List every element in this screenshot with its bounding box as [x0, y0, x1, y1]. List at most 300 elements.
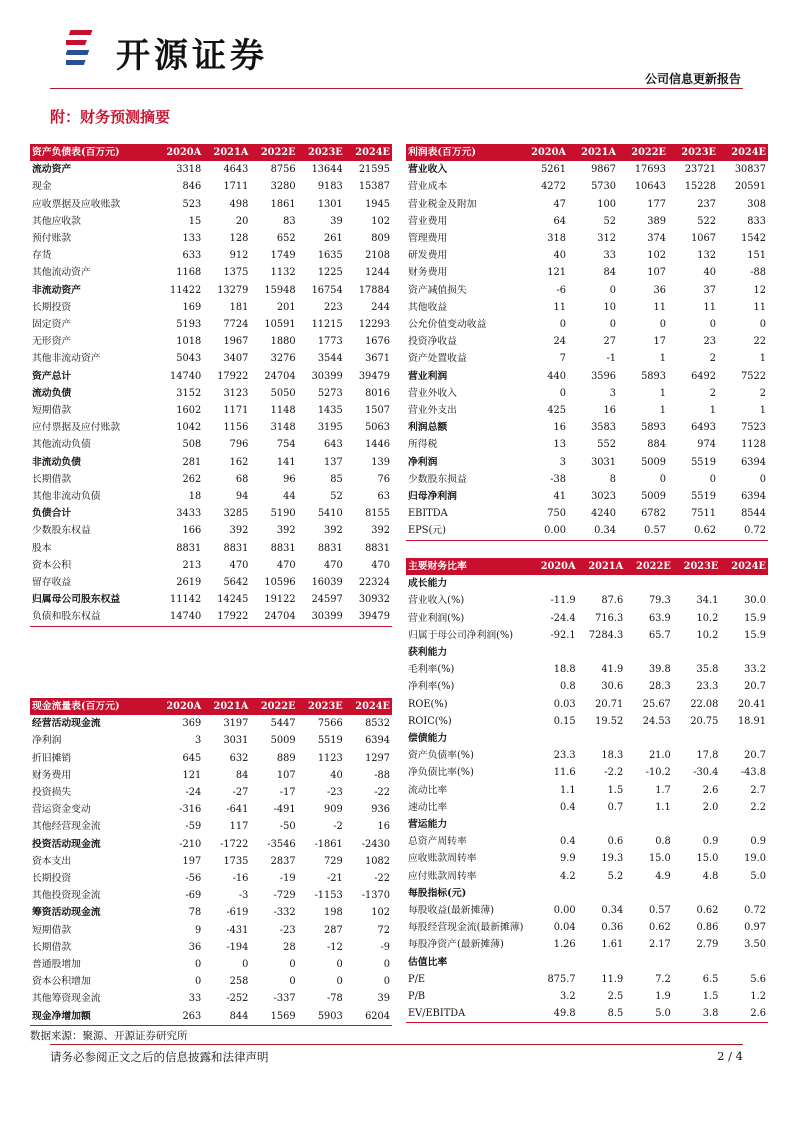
cell-value: 1711: [223, 181, 249, 193]
cell-value: 11.6: [553, 767, 576, 779]
table-row: [406, 885, 768, 902]
cell-value: 0: [242, 959, 249, 971]
table-row: [406, 592, 768, 609]
cell-value: 1435: [317, 405, 343, 417]
row-label: 速动比率: [408, 801, 448, 813]
table-row: [30, 574, 392, 591]
cell-value: 79.3: [648, 595, 671, 607]
cell-value: [530, 730, 578, 747]
row-label: 其他应收款: [32, 215, 81, 227]
table-row: [406, 678, 768, 695]
cell-value: 389: [647, 215, 666, 227]
cell-value: -641: [226, 804, 249, 816]
cell-value: 5730: [591, 181, 616, 193]
cell-value: -1370: [361, 890, 390, 902]
cell-value: 76: [377, 473, 390, 485]
cell-value: 3.2: [560, 991, 576, 1003]
cell-value: -69: [185, 890, 202, 902]
cell-value: -729: [273, 890, 296, 902]
cell-value: 13279: [217, 284, 249, 296]
cell-value: 0: [759, 319, 766, 331]
cell-value: 0: [709, 473, 716, 485]
cell-value: 40: [703, 267, 716, 279]
cell-value: 1.5: [702, 991, 719, 1003]
row-label: 公允价值变动收益: [408, 319, 487, 331]
cell-value: 4.2: [560, 870, 576, 882]
cell-value: 33: [188, 993, 202, 1005]
row-label: 每股收益(最新摊薄): [408, 905, 495, 917]
cell-value: 13644: [311, 164, 343, 176]
table-row: [30, 750, 392, 767]
row-label: 流动比率: [408, 784, 448, 796]
cell-value: 137: [324, 456, 343, 468]
cell-value: 1: [659, 405, 666, 417]
cell-value: 237: [697, 198, 716, 210]
table-row: [30, 316, 392, 333]
table-row: [30, 557, 392, 574]
cell-value: 39479: [358, 370, 390, 382]
cell-value: 2837: [270, 855, 296, 867]
table-row: [406, 816, 768, 833]
cell-value: -23: [326, 787, 343, 799]
cell-value: 1171: [223, 405, 249, 417]
table-row: [406, 696, 768, 713]
table-row: [406, 196, 768, 213]
cell-value: 20: [235, 215, 249, 227]
cell-value: 3.50: [744, 939, 766, 951]
cell-value: 369: [182, 718, 202, 730]
financial-ratios-table: [406, 558, 768, 1023]
cell-value: 6394: [365, 735, 390, 747]
cell-value: 2.6: [702, 784, 719, 796]
cell-value: 5063: [365, 422, 390, 434]
cell-value: [625, 730, 673, 747]
cell-value: [720, 575, 768, 592]
column-header: 2020A: [530, 558, 578, 575]
cell-value: 1.26: [553, 939, 576, 951]
column-header: 2024E: [720, 558, 768, 575]
cell-value: -332: [273, 907, 296, 919]
column-header: 2022E: [618, 144, 668, 161]
cell-value: 11: [553, 301, 566, 313]
cell-value: 169: [182, 301, 202, 313]
table-row: [30, 767, 392, 784]
cell-value: 0: [609, 319, 616, 331]
cell-value: 833: [747, 215, 766, 227]
cell-value: 133: [182, 233, 202, 245]
row-label: 长期投资: [32, 301, 72, 313]
table-row: [30, 591, 392, 608]
cell-value: 28.3: [648, 681, 671, 693]
cell-value: -19: [279, 873, 296, 885]
table-row: [30, 540, 392, 557]
table-row: [406, 385, 768, 402]
cell-value: -10.2: [645, 767, 671, 779]
data-source-note: 数据来源：聚源、开源证券研究所: [30, 1030, 188, 1042]
cell-value: 3544: [317, 353, 343, 365]
column-header: 2023E: [298, 698, 345, 715]
cell-value: 151: [747, 250, 766, 262]
cell-value: 21.0: [648, 750, 671, 762]
cell-value: 2.0: [702, 801, 719, 813]
cell-value: 30.6: [601, 681, 624, 693]
table-row: [406, 954, 768, 971]
cell-value: [720, 816, 768, 833]
cell-value: 3: [194, 735, 202, 747]
cell-value: 8.5: [578, 1005, 626, 1023]
cell-value: 27: [603, 336, 616, 348]
cell-value: 22.08: [690, 698, 719, 710]
cell-value: 1.5: [607, 784, 624, 796]
cell-value: 1.9: [655, 991, 671, 1003]
cell-value: 22: [753, 336, 766, 348]
cell-value: 508: [182, 439, 202, 451]
cell-value: 523: [182, 198, 202, 210]
cell-value: 552: [597, 439, 616, 451]
cell-value: 0.57: [648, 905, 671, 917]
cell-value: 0: [383, 976, 390, 988]
cell-value: -9: [380, 941, 390, 953]
row-label: 长期投资: [32, 873, 72, 885]
cell-value: 13: [553, 439, 566, 451]
cell-value: 0.86: [696, 922, 719, 934]
table-row: [406, 971, 768, 988]
table-row: [406, 850, 768, 867]
column-header: 2020A: [156, 144, 203, 161]
row-label: EBITDA: [408, 508, 448, 520]
table-row: [30, 368, 392, 385]
cell-value: 84: [603, 267, 616, 279]
row-label: 存货: [32, 250, 52, 262]
cell-value: 1967: [223, 336, 249, 348]
table-row: [30, 818, 392, 835]
cell-value: 0: [659, 473, 666, 485]
cell-value: 796: [229, 439, 249, 451]
cell-value: 28: [283, 941, 296, 953]
cell-value: 1773: [317, 336, 343, 348]
cell-value: 3023: [591, 491, 616, 503]
cell-value: 8532: [365, 718, 390, 730]
cell-value: 102: [371, 907, 390, 919]
cell-value: 8831: [176, 542, 202, 554]
cell-value: [673, 730, 721, 747]
cell-value: 8831: [317, 542, 343, 554]
cell-value: -3546: [267, 838, 296, 850]
cell-value: 16: [377, 821, 390, 833]
cell-value: [578, 816, 626, 833]
row-label: 营业外支出: [408, 405, 457, 417]
cell-value: 5.0: [750, 870, 766, 882]
cell-value: 0.62: [696, 905, 719, 917]
row-label: 预付账款: [32, 233, 72, 245]
cell-value: 470: [371, 559, 390, 571]
cell-value: -337: [273, 993, 296, 1005]
cell-value: 1.1: [560, 784, 576, 796]
cell-value: 1042: [176, 422, 202, 434]
row-label: EPS(元): [406, 522, 518, 540]
cell-value: 0.57: [618, 522, 668, 540]
cell-value: 24.53: [642, 715, 671, 727]
cell-value: 0.97: [744, 922, 766, 934]
cell-value: 19.52: [595, 715, 624, 727]
row-label: 净利率(%): [408, 681, 455, 693]
cell-value: 2: [709, 387, 716, 399]
cell-value: 11: [703, 301, 716, 313]
column-header: 2021A: [203, 698, 250, 715]
cell-value: 0: [194, 959, 202, 971]
cell-value: 24704: [264, 370, 296, 382]
cell-value: [673, 954, 721, 971]
cell-value: 15.9: [744, 612, 766, 624]
cell-value: -92.1: [550, 629, 576, 641]
cell-value: 0: [289, 976, 296, 988]
row-label: 固定资产: [32, 319, 72, 331]
cell-value: -11.9: [550, 595, 576, 607]
column-header: 2022E: [250, 698, 297, 715]
cell-value: 0.34: [601, 905, 624, 917]
table-row: [406, 522, 768, 540]
table-row: [30, 732, 392, 749]
row-label: 其他收益: [408, 301, 448, 313]
cell-value: -23: [279, 924, 296, 936]
cell-value: 3: [609, 387, 616, 399]
cell-value: 20591: [734, 181, 766, 193]
cell-value: 3.8: [673, 1005, 721, 1023]
cell-value: 0.34: [568, 522, 618, 540]
cell-value: 11422: [170, 284, 202, 296]
cell-value: 8016: [365, 387, 390, 399]
cell-value: 141: [276, 456, 296, 468]
cell-value: 36: [653, 284, 666, 296]
column-header: 2024E: [345, 698, 392, 715]
cell-value: 2: [759, 387, 766, 399]
table-row: [406, 833, 768, 850]
cell-value: 3285: [223, 508, 249, 520]
cell-value: 83: [283, 215, 296, 227]
cell-value: 17693: [634, 164, 666, 176]
cell-value: 64: [553, 215, 566, 227]
cell-value: 72: [377, 924, 390, 936]
cell-value: -619: [226, 907, 249, 919]
cell-value: 3280: [270, 181, 296, 193]
cell-value: 0.15: [553, 715, 576, 727]
cell-value: 3318: [176, 164, 202, 176]
cell-value: [530, 954, 578, 971]
cell-value: 470: [324, 559, 343, 571]
row-label: P/E: [408, 973, 426, 985]
cell-value: 1446: [365, 439, 390, 451]
row-label: 营运能力: [408, 819, 448, 831]
cell-value: 308: [747, 198, 766, 210]
cell-value: 40: [553, 250, 566, 262]
cell-value: 6.5: [702, 973, 719, 985]
row-label: 投资净收益: [408, 336, 457, 348]
column-header: 2021A: [203, 144, 250, 161]
cell-value: 8831: [365, 542, 390, 554]
cell-value: 809: [371, 233, 390, 245]
cell-value: [530, 644, 578, 661]
cell-value: 17922: [203, 608, 250, 626]
table-row: [406, 1005, 768, 1023]
cell-value: 121: [547, 267, 566, 279]
table-row: [406, 333, 768, 350]
table-row: [30, 230, 392, 247]
cell-value: -2: [333, 821, 343, 833]
row-label: P/B: [408, 991, 426, 1003]
table-row: [30, 990, 392, 1007]
cell-value: -21: [326, 873, 343, 885]
cell-value: 39479: [345, 608, 392, 626]
cell-value: 889: [276, 752, 296, 764]
cell-value: -17: [279, 787, 296, 799]
table-header-row: [406, 144, 768, 161]
table-row: [30, 402, 392, 419]
cell-value: 24597: [311, 594, 343, 606]
column-header: 2020A: [518, 144, 568, 161]
row-label: ROIC(%): [408, 715, 452, 727]
table-row: [30, 784, 392, 801]
table-row: [30, 264, 392, 281]
cell-value: 107: [647, 267, 666, 279]
table-header-row: [30, 698, 392, 715]
cell-value: 392: [371, 525, 390, 537]
cell-value: 1225: [317, 267, 343, 279]
column-header: 2022E: [625, 558, 673, 575]
row-label: 偿债能力: [408, 733, 448, 745]
row-label: 短期借款: [32, 924, 72, 936]
cell-value: 1: [759, 353, 766, 365]
cell-value: 1.1: [655, 801, 671, 813]
cell-value: 1880: [270, 336, 296, 348]
table-row: [406, 902, 768, 919]
cell-value: 1067: [691, 233, 716, 245]
cell-value: 44: [283, 491, 296, 503]
cell-value: 1542: [741, 233, 766, 245]
kaiyuan-logo-icon: [66, 26, 110, 70]
cell-value: 1861: [270, 198, 296, 210]
table-row: [30, 454, 392, 471]
cell-value: 10591: [264, 319, 296, 331]
cell-value: [720, 954, 768, 971]
row-label: 应收票据及应收账款: [32, 198, 121, 210]
row-label: 长期借款: [32, 941, 72, 953]
cell-value: 1156: [223, 422, 249, 434]
cell-value: 0: [194, 976, 202, 988]
cell-value: 8831: [223, 542, 249, 554]
cell-value: 3433: [176, 508, 202, 520]
cell-value: 0.8: [655, 836, 671, 848]
cell-value: 2.2: [750, 801, 766, 813]
cell-value: 17.8: [696, 750, 719, 762]
cell-value: 18: [188, 491, 202, 503]
cell-value: -43.8: [740, 767, 766, 779]
row-label: 估值比率: [408, 956, 448, 968]
cell-value: 5410: [317, 508, 343, 520]
cell-value: 20.71: [595, 698, 624, 710]
table-row: [30, 505, 392, 522]
row-label: 营业利润(%): [408, 612, 465, 624]
cell-value: [625, 816, 673, 833]
table-row: [406, 644, 768, 661]
cell-value: 14740: [170, 370, 202, 382]
row-label: EV/EBITDA: [406, 1005, 530, 1023]
row-label: 应收账款周转率: [408, 853, 477, 865]
page-number: 2 / 4: [717, 1049, 743, 1063]
cell-value: 7724: [223, 319, 249, 331]
table-row: [30, 956, 392, 973]
cell-value: 16039: [311, 577, 343, 589]
cell-value: 1.61: [601, 939, 624, 951]
table-row: [406, 919, 768, 936]
cell-value: 5009: [641, 491, 666, 503]
row-label: 无形资产: [32, 336, 72, 348]
table-row: [406, 419, 768, 436]
cell-value: [625, 954, 673, 971]
cell-value: 9183: [317, 181, 343, 193]
cell-value: 0.36: [601, 922, 624, 934]
cell-value: 281: [182, 456, 202, 468]
table-row: [406, 488, 768, 505]
cell-value: 5.2: [607, 870, 624, 882]
cell-value: -24.4: [550, 612, 576, 624]
row-label: 现金净增加额: [30, 1008, 156, 1026]
cell-value: 0: [559, 387, 566, 399]
cell-value: [530, 885, 578, 902]
table-row: [30, 299, 392, 316]
row-label: 营业收入(%): [408, 595, 465, 607]
row-label: 负债和股东权益: [30, 608, 156, 626]
cell-value: 1635: [317, 250, 343, 262]
cell-value: 392: [324, 525, 343, 537]
cell-value: 261: [324, 233, 343, 245]
table-row: [30, 282, 392, 299]
cell-value: 5447: [270, 718, 296, 730]
cell-value: 846: [182, 181, 202, 193]
cell-value: 1.2: [750, 991, 766, 1003]
cell-value: 2.79: [696, 939, 719, 951]
cell-value: 18.3: [601, 750, 624, 762]
cell-value: 936: [371, 804, 390, 816]
cell-value: 0.9: [750, 836, 766, 848]
cell-value: 102: [371, 215, 390, 227]
table-row: [30, 939, 392, 956]
cell-value: 197: [182, 855, 202, 867]
cell-value: 47: [553, 198, 566, 210]
column-header: 2020A: [156, 698, 203, 715]
cell-value: 30.0: [744, 595, 766, 607]
cell-value: 17884: [358, 284, 390, 296]
cell-value: 139: [371, 456, 390, 468]
cell-value: 15: [188, 215, 202, 227]
cell-value: 3195: [317, 422, 343, 434]
cell-value: 68: [235, 473, 249, 485]
cell-value: 19122: [264, 594, 296, 606]
cell-value: 2.17: [648, 939, 671, 951]
cell-value: 3197: [223, 718, 249, 730]
cell-value: -1: [606, 353, 616, 365]
cell-value: 8831: [270, 542, 296, 554]
cell-value: 19.3: [601, 853, 624, 865]
row-label: 非流动负债: [32, 456, 81, 468]
cell-value: 33: [603, 250, 616, 262]
cell-value: 14740: [156, 608, 203, 626]
cell-value: 0: [336, 959, 343, 971]
cell-value: 2108: [365, 250, 390, 262]
row-label: 管理费用: [408, 233, 448, 245]
cell-value: 166: [182, 525, 202, 537]
cash-flow-table: [30, 698, 392, 1026]
cell-value: 6492: [691, 370, 716, 382]
